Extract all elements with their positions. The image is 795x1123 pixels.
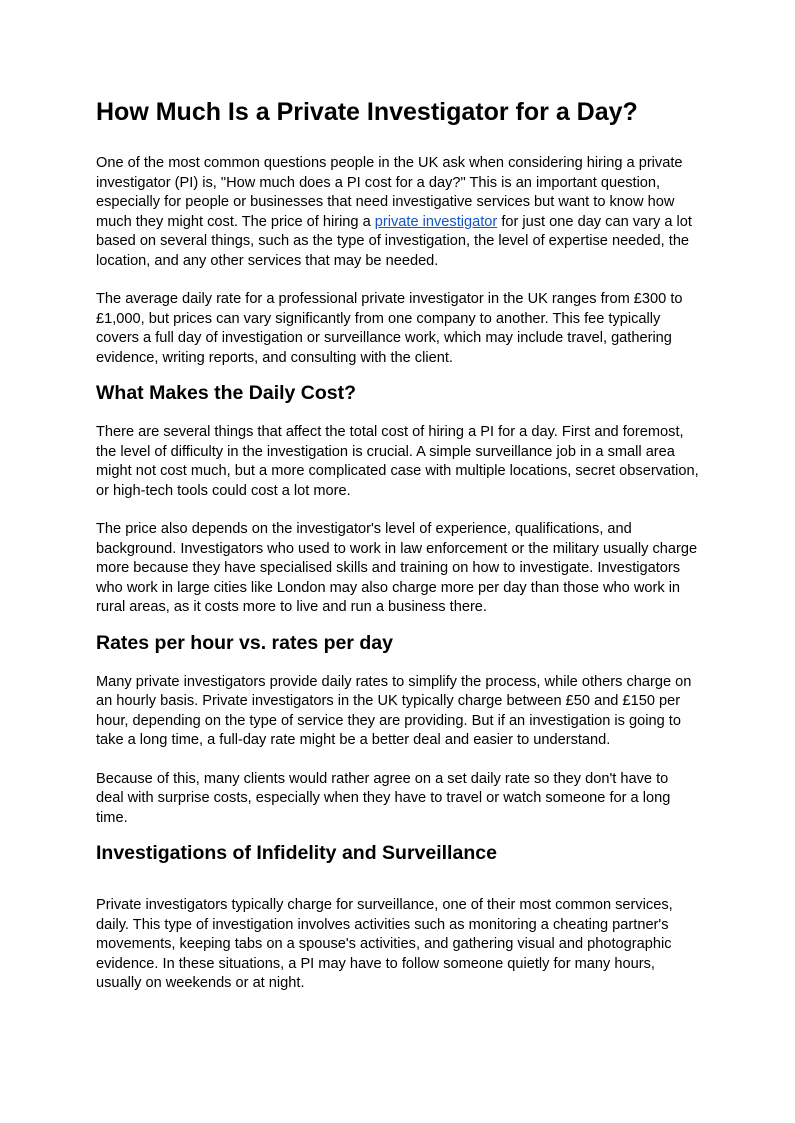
section-heading-rates: Rates per hour vs. rates per day [96,631,393,654]
daily-cost-paragraph-1: There are several things that affect the total cost of hiring a PI for a day. First and foremost, the level of difficulty in the investigation is crucial. A simple surveillance job in a small area might not cost much, but a more complicated case with multiple locations, secret observation, or high-tech tools could cost a lot more. [96,424,699,499]
section-heading-infidelity: Investigations of Infidelity and Surveillance [96,842,497,864]
rates-paragraph-2: Because of this, many clients would rather agree on a set daily rate so they don't have to deal with surprise costs, especially when they have to travel or watch someone for a long time. [96,770,671,826]
daily-cost-paragraph-2: The price also depends on the investigator's level of experience, qualifications, and background. Investigators who used to work in law enforcement or the military usually charge more because they have specialised skills and training on how to investigate. Investigators who work in large cities like London may also charge more per day than those who work in rural areas, as it costs more to live and run a business there. [96,521,698,615]
intro-text-before-link: One of the most common questions people in the UK ask when considering hiring a private investigator (PI) is, "How much does a PI cost for a day?" This is an important question, especially for people or businesses that need investigative services but want to know how much they might cost. The price of hiring a [96,155,683,230]
page-title: How Much Is a Private Investigator for a Day? [96,98,638,126]
private-investigator-link[interactable]: private investigator [374,213,498,230]
section-heading-daily-cost: What Makes the Daily Cost? [96,382,357,404]
infidelity-paragraph-1: Private investigators typically charge for surveillance, one of their most common services, daily. This type of investigation involves activities such as monitoring a cheating partner's movements, keeping tabs on a spouse's activities, and gathering visual and photographic evidence. In these situations, a PI may have to follow someone quietly for many hours, usually on weekends or at night. [96,897,673,991]
intro-paragraph-1 [96,154,699,271]
rates-paragraph-1: Many private investigators provide daily rates to simplify the process, while others charge on an hourly basis. Private investigators in the UK typically charge between £50 and £150 per hour, depending on the type of service they are providing. But if an investigation is going to take a long time, a full-day rate might be a better deal and easier to understand. [96,673,692,748]
intro-text-after-link: for just one day can vary a lot based on several things, such as the type of investigation, the level of expertise needed, the location, and any other services that may be needed. [96,213,692,269]
intro-paragraph-2: The average daily rate for a professional private investigator in the UK ranges from £300 to £1,000, but prices can vary significantly from one company to another. This fee typically covers a full day of investigation or surveillance work, which may include travel, gathering evidence, writing reports, and consulting with the client. [96,291,683,366]
